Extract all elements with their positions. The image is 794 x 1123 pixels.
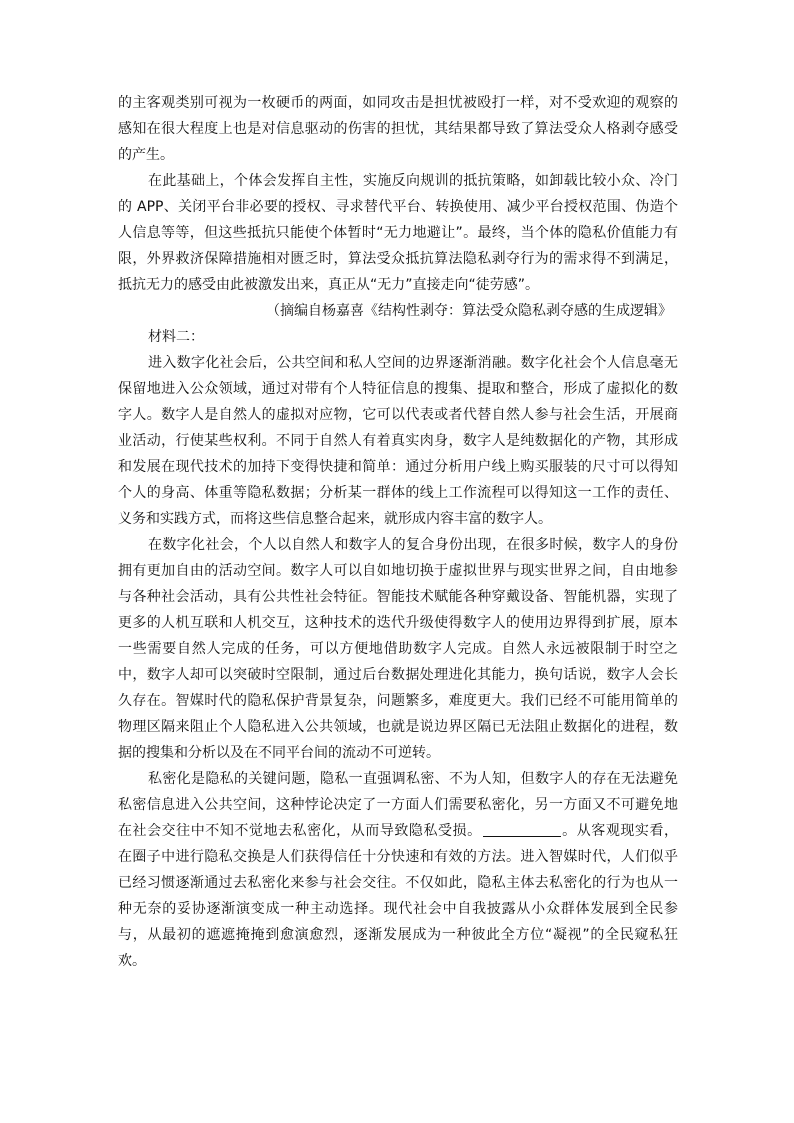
text-line: 限，外界救济保障措施相对匮乏时，算法受众抵抗算法隐私剥夺行为的需求得不到满足，: [118, 251, 678, 267]
text-line: 私密信息进入公共空间，这种悖论决定了一方面人们需要私密化，另一方面又不可避免地: [118, 797, 678, 813]
text-line: 感知在很大程度上也是对信息驱动的伤害的担忧，其结果都导致了算法受众人格剥夺感受: [118, 121, 678, 137]
paragraph-4: [118, 532, 678, 766]
text-line: 人信息等等，但这些抵抗只能使个体暂时“无力地避让”。最终，当个体的隐私价值能力有: [118, 225, 678, 241]
text-line: 的 APP、关闭平台非必要的授权、寻求替代平台、转换使用、减少平台授权范围、伪造个: [118, 199, 678, 215]
fill-in-blank: [483, 822, 561, 837]
text-line: 在此基础上，个体会发挥自主性，实施反向规训的抵抗策略，如卸载比较小众、冷门: [148, 173, 678, 189]
text-line: 在数字化社会，个人以自然人和数字人的复合身份出现，在很多时候，数字人的身份: [148, 537, 678, 553]
text-line: 业活动，行使某些权利。不同于自然人有着真实肉身，数字人是纯数据化的产物，其形成: [118, 433, 678, 449]
section-label: 材料二：: [148, 329, 204, 345]
text-line: 更多的人机互联和人机交互，这种技术的迭代升级使得数字人的使用边界得到扩展，原本: [118, 615, 678, 631]
text-line: 中，数字人却可以突破时空限制，通过后台数据处理进化其能力，换句话说，数字人会长: [118, 667, 678, 683]
text-line-with-blank: [118, 818, 678, 844]
text-line: 一些需要自然人完成的任务，可以方便地借助数字人完成。自然人永远被限制于时空之: [118, 641, 678, 657]
text-line: 私密化是隐私的关键问题，隐私一直强调私密、不为人知，但数字人的存在无法避免: [148, 771, 678, 787]
text-line: 与各种社会活动，具有公共性社会特征。智能技术赋能各种穿戴设备、智能机器，实现了: [118, 589, 678, 605]
text-line: 拥有更加自由的活动空间。数字人可以自如地切换于虚拟世界与现实世界之间，自由地参: [118, 563, 678, 579]
text-line: 进入数字化社会后，公共空间和私人空间的边界逐渐消融。数字化社会个人信息毫无: [148, 355, 678, 371]
text-line: 种无奈的妥协逐渐演变成一种主动选择。现代社会中自我披露从小众群体发展到全民参: [118, 901, 678, 917]
paragraph-5: [118, 766, 678, 974]
text-line: 欢。: [118, 953, 146, 969]
citation: （摘编自杨嘉喜《结构性剥夺：算法受众隐私剥夺感的生成逻辑》: [266, 303, 672, 319]
text-line: 的产生。: [118, 147, 174, 163]
text-line: 保留地进入公众领域，通过对带有个人特征信息的搜集、提取和整合，形成了虚拟化的数: [118, 381, 678, 397]
text-line: 和发展在现代技术的加持下变得快捷和简单：通过分析用户线上购买服装的尺寸可以得知: [118, 459, 678, 475]
text-line: 义务和实践方式，而将这些信息整合起来，就形成内容丰富的数字人。: [118, 511, 552, 527]
text-line: 的主客观类别可视为一枚硬币的两面，如同攻击是担忧被殴打一样，对不受欢迎的观察的: [118, 95, 678, 111]
text-line: 据的搜集和分析以及在不同平台间的流动不可逆转。: [118, 745, 440, 761]
paragraph-1: [118, 90, 678, 168]
text-line: 物理区隔来阻止个人隐私进入公共领域，也就是说边界区隔已无法阻止数据化的进程，数: [118, 719, 678, 735]
paragraph-3: [118, 350, 678, 532]
text-segment: 。从客观现实看，: [561, 823, 679, 839]
text-line: 久存在。智媒时代的隐私保护背景复杂，问题繁多，难度更大。我们已经不可能用简单的: [118, 693, 678, 709]
text-line: 抵抗无力的感受由此被激发出来，真正从“无力”直接走向“徒劳感”。: [118, 277, 540, 293]
text-line: 个人的身高、体重等隐私数据；分析某一群体的线上工作流程可以得知这一工作的责任、: [118, 485, 678, 501]
text-line: 字人。数字人是自然人的虚拟对应物，它可以代表或者代替自然人参与社会生活，开展商: [118, 407, 678, 423]
paragraph-2: [118, 168, 678, 298]
text-segment: 在社会交往中不知不觉地去私密化，从而导致隐私受损。: [118, 823, 482, 839]
text-line: 与，从最初的遮遮掩掩到愈演愈烈，逐渐发展成为一种彼此全方位“凝视”的全民窥私狂: [118, 927, 678, 943]
text-line: 已经习惯逐渐通过去私密化来参与社会交往。不仅如此，隐私主体去私密化的行为也从一: [118, 875, 678, 891]
body-text: [118, 90, 678, 974]
text-line: 在圈子中进行隐私交换是人们获得信任十分快速和有效的方法。进入智媒时代，人们似乎: [118, 849, 678, 865]
